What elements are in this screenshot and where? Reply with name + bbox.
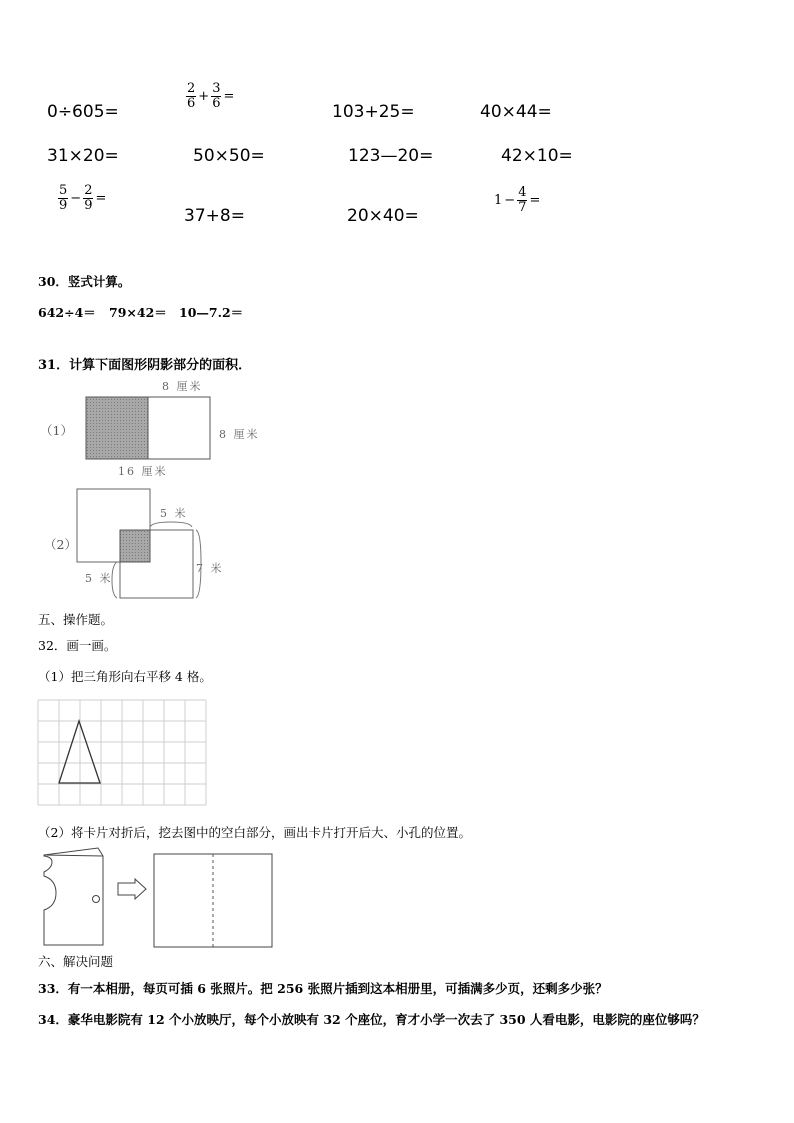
calc-37-plus-8: 37+8= bbox=[184, 206, 245, 226]
denominator: 6 bbox=[212, 95, 221, 111]
figure-2-label: （2） bbox=[44, 537, 77, 552]
denominator: 9 bbox=[84, 197, 93, 213]
figure-1-right-dimension: 8 厘米 bbox=[219, 428, 260, 441]
whole-number: 1 bbox=[494, 192, 503, 208]
question-33: 33．有一本相册，每页可插 6 张照片。把 256 张照片插到这本相册里，可插满多少页，还剩多少张？ bbox=[38, 981, 608, 996]
calc-20-times-40: 20×40= bbox=[347, 206, 419, 226]
question-31-title: 31．计算下面图形阴影部分的面积． bbox=[38, 358, 252, 373]
denominator: 6 bbox=[187, 95, 196, 111]
numerator: 2 bbox=[187, 81, 196, 96]
figure-1-top-dimension: 8 厘米 bbox=[162, 380, 203, 393]
numerator: 5 bbox=[59, 183, 68, 198]
calc-123-minus-20: 123—20= bbox=[348, 146, 434, 166]
calc-50-times-50: 50×50= bbox=[193, 146, 265, 166]
q32-sub2: （2）将卡片对折后，挖去图中的空白部分，画出卡片打开后大、小孔的位置。 bbox=[38, 825, 471, 840]
q30-item-2: 79×42＝ bbox=[109, 305, 167, 320]
q30-item-3: 10—7.2＝ bbox=[179, 305, 244, 320]
numerator: 3 bbox=[212, 81, 221, 96]
numerator: 2 bbox=[84, 183, 93, 198]
figure-2-right-dimension: 7 米 bbox=[196, 562, 224, 575]
denominator: 7 bbox=[518, 199, 527, 215]
calc-0-div-605: 0÷605= bbox=[47, 102, 119, 122]
figure-2-left-dimension: 5 米 bbox=[85, 572, 113, 585]
q30-item-1: 642÷4＝ bbox=[38, 305, 96, 320]
question-34: 34．豪华电影院有 12 个小放映厅，每个小放映有 32 个座位，育才小学一次去了 350 人看电影，电影院的座位够吗？ bbox=[38, 1012, 705, 1027]
operator: − bbox=[504, 192, 516, 208]
numerator: 4 bbox=[518, 185, 527, 200]
operator: + bbox=[198, 88, 210, 104]
figure-2-top-dimension: 5 米 bbox=[160, 507, 188, 520]
calc-42-times-10: 42×10= bbox=[501, 146, 573, 166]
calc-31-times-20: 31×20= bbox=[47, 146, 119, 166]
equals: = bbox=[223, 88, 235, 104]
question-32-title: 32．画一画。 bbox=[38, 638, 117, 653]
section-6-title: 六、解决问题 bbox=[38, 954, 114, 969]
calc-40-times-44: 40×44= bbox=[480, 102, 552, 122]
figure-1-bottom-dimension: 16 厘米 bbox=[118, 465, 168, 478]
figure-1-label: （1） bbox=[40, 423, 73, 438]
equals: = bbox=[95, 190, 107, 206]
equals: = bbox=[529, 192, 541, 208]
operator: − bbox=[70, 190, 82, 206]
question-30-title: 30．竖式计算。 bbox=[38, 274, 131, 289]
section-5-title: 五、操作题。 bbox=[38, 612, 114, 627]
denominator: 9 bbox=[59, 197, 68, 213]
q32-sub1: （1）把三角形向右平移 4 格。 bbox=[38, 669, 212, 684]
calc-103-plus-25: 103+25= bbox=[332, 102, 415, 122]
card-small-hole bbox=[93, 896, 100, 903]
right-arrow-icon bbox=[118, 879, 146, 899]
